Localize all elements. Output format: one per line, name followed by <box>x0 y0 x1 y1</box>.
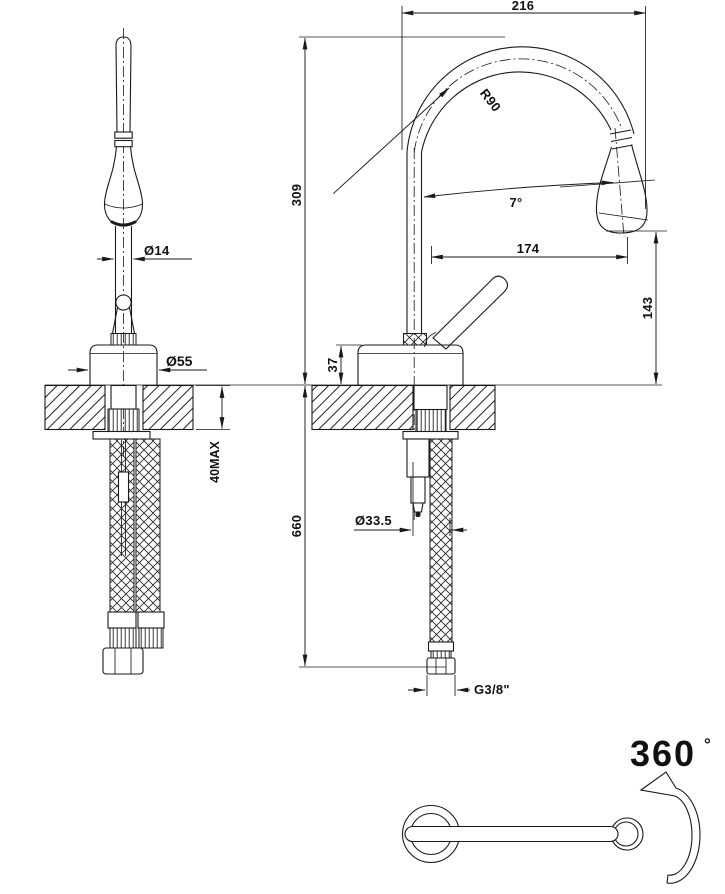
head-seam <box>599 213 648 220</box>
spout-arc-inner <box>422 72 612 152</box>
spout-arc-outer <box>407 47 634 152</box>
connector-nut-front <box>111 334 136 346</box>
dim-d33: Ø33.5 <box>355 513 392 528</box>
shank-threads-front <box>108 409 139 432</box>
swivel-detail <box>403 733 712 883</box>
dim-660: 660 <box>289 514 304 538</box>
lever-handle-side <box>433 276 508 349</box>
dim-g38: G3/8" <box>474 682 510 697</box>
front-view <box>45 28 662 674</box>
spray-head-ring <box>115 141 132 147</box>
rotation-arrow-icon <box>641 772 700 883</box>
fixing-stud <box>119 472 129 502</box>
hose-collar <box>108 612 136 628</box>
lever-knob-front <box>116 295 131 310</box>
spray-head-ring <box>115 132 132 138</box>
counter-hatch-left-side <box>312 386 413 430</box>
hose-nut-front <box>103 648 143 674</box>
dim-143: 143 <box>640 296 655 320</box>
swivel-degree-symbol: ° <box>704 735 711 754</box>
dim-r90: R90 <box>477 85 505 115</box>
hose-ferrule-side <box>431 651 451 658</box>
counter-hatch-left <box>45 386 105 430</box>
dim-216: 216 <box>511 0 535 13</box>
shank-threads-side <box>416 410 446 432</box>
pullout-hose-socket <box>407 439 429 477</box>
flex-hose-left <box>110 439 134 612</box>
hose-collar <box>138 612 164 628</box>
dim-d55: Ø55 <box>166 353 193 369</box>
shank-side <box>414 386 447 410</box>
shank-front <box>111 386 136 410</box>
dim-d14: Ø14 <box>144 243 170 258</box>
base-body-side <box>358 345 463 385</box>
hose-nut-side <box>427 658 455 674</box>
swivel-360-label: 360 <box>630 733 697 774</box>
nipple-tip <box>413 503 423 512</box>
supply-hose-side <box>430 439 452 642</box>
spout-top-view <box>405 827 618 842</box>
dim-174: 174 <box>516 241 540 256</box>
counter-hatch-right <box>143 386 193 430</box>
counter-hatch-right-side <box>450 386 495 430</box>
pullout-head <box>596 145 647 234</box>
dim-40max: 40MAX <box>208 441 222 483</box>
connector-nut-side <box>404 334 427 346</box>
dim-309: 309 <box>289 183 304 207</box>
side-view <box>312 47 648 674</box>
hose-ferrule <box>110 628 136 648</box>
dim-angle: 7° <box>509 195 523 210</box>
mounting-flange-side <box>403 432 458 440</box>
dim-37: 37 <box>325 357 340 373</box>
hose-collar-side <box>429 642 454 651</box>
mounting-flange-front <box>93 432 150 440</box>
flex-hose-right <box>136 439 160 612</box>
hose-ferrule <box>139 628 163 648</box>
